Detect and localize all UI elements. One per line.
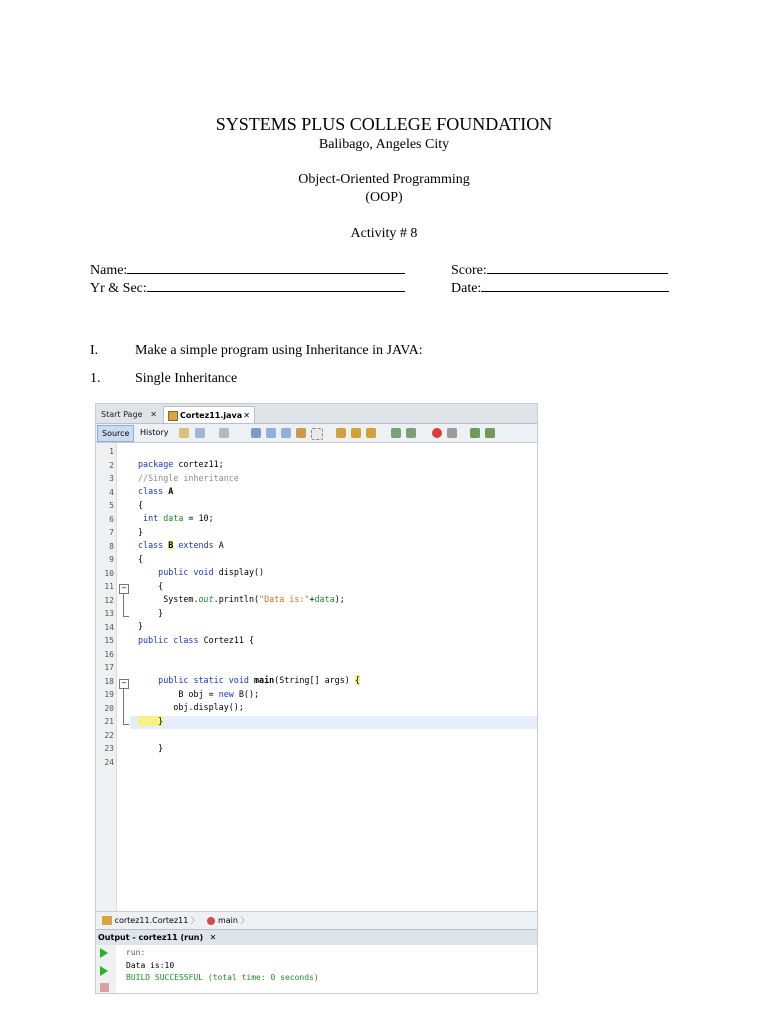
item-number: 1. [90, 371, 101, 386]
brace-match: } [138, 715, 164, 726]
close-icon[interactable]: ✕ [150, 410, 157, 419]
code-token: (String[] args) [274, 675, 355, 685]
keyword: package [138, 459, 179, 469]
close-icon[interactable]: ✕ [209, 933, 217, 942]
code-line [138, 593, 345, 606]
method-name: display() [218, 567, 265, 577]
history-button[interactable]: History [140, 428, 169, 437]
course-abbr: (OOP) [365, 190, 403, 205]
editor-tabbar [96, 404, 537, 424]
score-underline [487, 261, 668, 274]
java-file-icon [168, 411, 178, 421]
score-label: Score: [451, 263, 487, 278]
forward-icon[interactable] [219, 428, 229, 438]
code-token: = 10; [183, 513, 214, 523]
fold-guide-end [123, 724, 129, 725]
line-number: 6 [109, 514, 114, 524]
record-macro-icon[interactable] [432, 428, 442, 438]
keyword: class [138, 540, 169, 550]
college-address: Balibago, Angeles City [318, 137, 450, 152]
output-toolbar [96, 945, 116, 993]
code-comment: //Single inheritance [138, 472, 239, 483]
code-token: System. [138, 594, 199, 604]
ide-screenshot [95, 403, 538, 994]
code-line: } [138, 607, 164, 618]
line-number: 4 [109, 487, 114, 497]
chevron-right-icon: 〉 [190, 916, 199, 925]
prev-bookmark-icon[interactable] [336, 428, 346, 438]
code-token: cortez11; [178, 459, 224, 469]
line-number: 5 [109, 501, 114, 510]
navigation-breadcrumb [96, 911, 537, 929]
keyword: class [138, 486, 169, 496]
code-line: { [138, 580, 164, 591]
uncomment-icon[interactable] [485, 428, 495, 438]
brace-match: { [354, 675, 360, 685]
name-field [90, 261, 405, 279]
line-number: 23 [104, 744, 114, 753]
class-name: Cortez11 { [203, 634, 254, 645]
keyword: public void [138, 567, 219, 577]
code-line [138, 634, 254, 647]
code-line [138, 458, 224, 471]
activity-number: Activity # 8 [350, 226, 418, 241]
source-button[interactable]: Source [97, 425, 134, 442]
keyword: extends [173, 540, 219, 550]
editor-toolbar [96, 424, 537, 443]
code-token: ); [334, 594, 345, 604]
comment-icon[interactable] [470, 428, 480, 438]
method-icon [207, 917, 215, 925]
line-number: 10 [104, 568, 114, 578]
code-editor[interactable] [130, 443, 537, 911]
keyword: int [138, 513, 164, 523]
line-number-gutter [96, 443, 117, 911]
class-name: A [218, 540, 224, 550]
code-token: B obj = [138, 688, 219, 699]
section-label: Yr & Sec: [90, 281, 147, 296]
line-number: 15 [104, 636, 114, 645]
string-literal: "Data is:" [259, 594, 310, 604]
find-next-icon[interactable] [281, 428, 291, 438]
line-number: 24 [104, 757, 114, 767]
line-number: 20 [104, 703, 114, 713]
rect-select-icon[interactable] [311, 428, 323, 440]
code-line [138, 715, 163, 728]
code-line: obj.display(); [138, 702, 244, 712]
section-underline [147, 279, 405, 292]
back-icon[interactable] [195, 428, 205, 438]
course-name: Object-Oriented Programming [298, 172, 470, 187]
code-line [138, 688, 259, 701]
line-number: 7 [109, 528, 114, 537]
field-name: out [198, 594, 214, 604]
class-name: A [168, 486, 174, 496]
code-line: } [138, 621, 144, 631]
line-number: 17 [104, 663, 114, 672]
line-number: 9 [109, 555, 114, 564]
fold-column [116, 443, 130, 911]
date-underline [481, 279, 669, 292]
code-token: + [309, 594, 315, 604]
line-number: 19 [104, 690, 114, 699]
code-line: } [138, 742, 164, 753]
line-number: 22 [104, 730, 114, 740]
breadcrumb-method[interactable]: main [217, 916, 238, 925]
code-line: { [138, 553, 144, 564]
shift-left-icon[interactable] [391, 428, 401, 438]
name-label: Name: [90, 263, 128, 278]
find-previous-icon[interactable] [266, 428, 276, 438]
chevron-right-icon: 〉 [240, 916, 249, 925]
close-icon[interactable]: ✕ [243, 411, 250, 420]
output-panel-tab[interactable] [96, 929, 537, 945]
output-line: run: [126, 948, 146, 957]
class-name: B [168, 540, 174, 550]
college-title: SYSTEMS PLUS COLLEGE FOUNDATION [215, 114, 553, 134]
field-name: data [314, 594, 335, 604]
output-line: BUILD SUCCESSFUL (total time: 0 seconds) [126, 973, 319, 982]
section-roman: I. [90, 343, 99, 358]
code-line [138, 674, 360, 687]
tab-start-page-label: Start Page [101, 410, 143, 419]
fold-collapse-icon[interactable]: − [119, 679, 129, 689]
code-token: B(); [233, 688, 260, 699]
code-line [138, 566, 264, 579]
last-edit-icon[interactable] [179, 428, 189, 438]
name-underline [127, 261, 405, 274]
code-token: .println( [213, 594, 260, 604]
line-number: 13 [104, 609, 114, 618]
fold-guide [123, 593, 124, 616]
keyword: public class [138, 634, 204, 645]
tab-cortez11-java[interactable] [163, 406, 255, 423]
rerun-with-args-icon[interactable] [100, 966, 108, 976]
date-label: Date: [451, 281, 482, 296]
toggle-highlight-icon[interactable] [296, 428, 306, 438]
next-bookmark-icon[interactable] [351, 428, 361, 438]
output-title: Output - cortez11 (run) [98, 933, 204, 942]
item-text: Single Inheritance [135, 371, 238, 386]
line-number: 2 [109, 460, 114, 470]
tab-file-label: Cortez11.java [180, 411, 243, 420]
line-number: 21 [104, 717, 114, 726]
code-line: { [138, 499, 144, 510]
line-number: 8 [109, 541, 114, 551]
line-number: 3 [109, 474, 114, 483]
line-number: 18 [104, 676, 114, 686]
method-name: main [253, 675, 275, 685]
fold-collapse-icon[interactable]: − [119, 584, 129, 594]
line-number: 16 [104, 649, 114, 659]
output-line: Data is:10 [126, 961, 175, 970]
rerun-icon[interactable] [100, 948, 108, 958]
find-icon[interactable] [251, 428, 261, 438]
date-field [451, 279, 669, 297]
code-line [138, 539, 224, 552]
fold-guide-end [123, 616, 129, 617]
keyword: new [218, 688, 234, 699]
section-field [90, 279, 405, 297]
field-name: data [163, 513, 184, 523]
line-number: 14 [104, 622, 114, 632]
fold-guide [123, 688, 124, 724]
tab-start-page[interactable] [97, 406, 161, 423]
toggle-bookmark-icon[interactable] [366, 428, 376, 438]
stop-icon[interactable] [100, 983, 109, 992]
line-number: 11 [104, 582, 114, 591]
breadcrumb-class[interactable]: cortez11.Cortez11 [114, 916, 189, 925]
stop-macro-icon[interactable] [447, 428, 457, 438]
instruction-text: Make a simple program using Inheritance in JAVA: [135, 343, 423, 358]
class-icon [102, 916, 112, 925]
code-line: } [138, 526, 144, 537]
score-field [451, 261, 668, 279]
keyword: public static void [138, 675, 254, 685]
line-number: 12 [104, 595, 114, 605]
code-line [138, 485, 173, 498]
shift-right-icon[interactable] [406, 428, 416, 438]
code-line [138, 512, 214, 525]
line-number: 1 [109, 447, 114, 456]
